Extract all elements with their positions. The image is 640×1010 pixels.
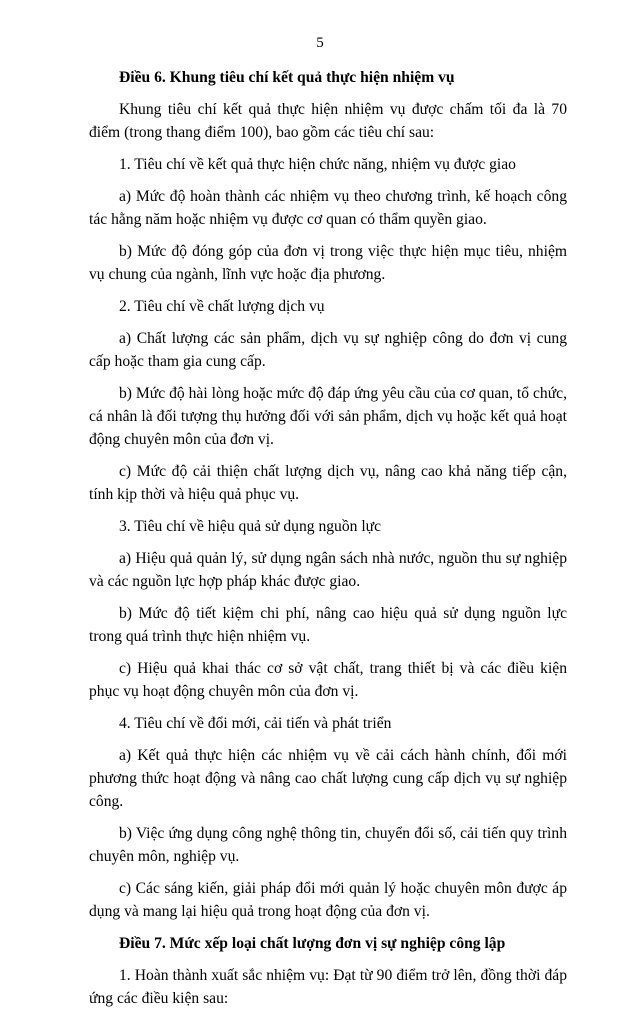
criterion-4-c: c) Các sáng kiến, giải pháp đổi mới quản lý hoặc chuyên môn được áp dụng và mang lại hiệu quả trong hoạt động của đơn vị. (89, 880, 567, 920)
criterion-4-a: a) Kết quả thực hiện các nhiệm vụ về cải cách hành chính, đổi mới phương thức hoạt động và nâng cao chất lượng cung cấp dịch vụ sự nghiệp công. (89, 747, 567, 810)
criterion-1-title: 1. Tiêu chí về kết quả thực hiện chức năng, nhiệm vụ được giao (119, 156, 516, 173)
criterion-4-b: b) Việc ứng dụng công nghệ thông tin, chuyển đổi số, cải tiến quy trình chuyên môn, nghiệp vụ. (89, 825, 567, 865)
criterion-1-a: a) Mức độ hoàn thành các nhiệm vụ theo chương trình, kế hoạch công tác hằng năm hoặc nhiệm vụ được cơ quan có thẩm quyền giao. (89, 188, 567, 228)
document-body (89, 66, 567, 1010)
criterion-3-a: a) Hiệu quả quản lý, sử dụng ngân sách nhà nước, nguồn thu sự nghiệp và các nguồn lực hợp pháp khác được giao. (89, 550, 567, 590)
criterion-3-title: 3. Tiêu chí về hiệu quả sử dụng nguồn lực (119, 518, 382, 535)
criterion-1-b: b) Mức độ đóng góp của đơn vị trong việc thực hiện mục tiêu, nhiệm vụ chung của ngành, lĩnh vực hoặc địa phương. (89, 243, 567, 283)
article-7-item-1: 1. Hoàn thành xuất sắc nhiệm vụ: Đạt từ 90 điểm trở lên, đồng thời đáp ứng các điều kiện sau: (89, 967, 567, 1007)
criterion-2-b: b) Mức độ hài lòng hoặc mức độ đáp ứng yêu cầu của cơ quan, tổ chức, cá nhân là đối tượng thụ hưởng đối với sản phẩm, dịch vụ hoặc kết quả hoạt động chuyên môn của đơn vị. (89, 385, 567, 448)
criterion-2-c: c) Mức độ cải thiện chất lượng dịch vụ, nâng cao khả năng tiếp cận, tính kịp thời và hiệu quả phục vụ. (89, 463, 567, 503)
criterion-3-b: b) Mức độ tiết kiệm chi phí, nâng cao hiệu quả sử dụng nguồn lực trong quá trình thực hiện nhiệm vụ. (89, 605, 567, 645)
criterion-4-title: 4. Tiêu chí về đổi mới, cải tiến và phát triển (119, 715, 392, 732)
criterion-2-a: a) Chất lượng các sản phẩm, dịch vụ sự nghiệp công do đơn vị cung cấp hoặc tham gia cung cấp. (89, 330, 567, 370)
article-7-heading: Điều 7. Mức xếp loại chất lượng đơn vị sự nghiệp công lập (119, 935, 506, 952)
article-6-heading: Điều 6. Khung tiêu chí kết quả thực hiện nhiệm vụ (119, 69, 455, 86)
criterion-2-title: 2. Tiêu chí về chất lượng dịch vụ (119, 298, 325, 315)
article-6-intro: Khung tiêu chí kết quả thực hiện nhiệm vụ được chấm tối đa là 70 điểm (trong thang điểm 100), bao gồm các tiêu chí sau: (89, 101, 567, 141)
page-number: 5 (316, 35, 324, 51)
criterion-3-c: c) Hiệu quả khai thác cơ sở vật chất, trang thiết bị và các điều kiện phục vụ hoạt động chuyên môn của đơn vị. (89, 660, 567, 700)
